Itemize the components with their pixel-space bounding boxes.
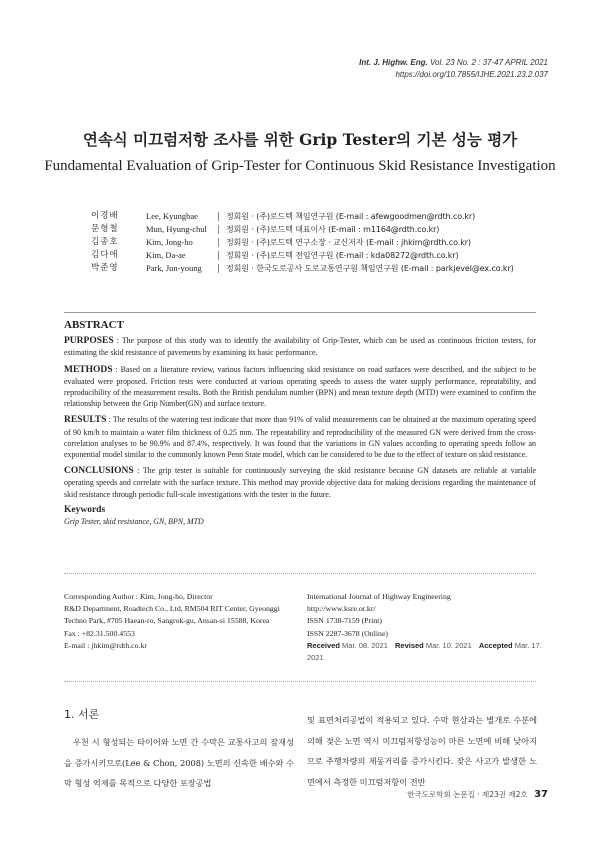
author-affiliation: 정회원 · (주)로드텍 연구소장 · 교신저자 (E-mail : jhkim@rdth.co.kr) [226, 238, 471, 247]
correspondence-line: Fax : +82.31.500.4553 [64, 628, 135, 638]
abstract-methods [64, 364, 536, 410]
author-name-en: Kim, Jong-ho [146, 237, 193, 247]
author-name-ko: 문형철 [91, 224, 119, 234]
author-name-en: Kim, Da-ae [146, 250, 186, 260]
received-date: Mar. 08. 2021 [342, 640, 388, 650]
correspondence-block [64, 591, 294, 652]
keywords-text: Grip Tester, skid resistance, GN, BPN, MTD [64, 517, 204, 527]
author-affiliation: 정회원 · (주)로드텍 전임연구원 (E-mail : kda08272@rdth.co.kr) [226, 251, 459, 260]
methods-text: : Based on a literature review, various factors influencing skid resistance on road surfaces were described, and the subject to be evaluated were proposed. Friction tests were conducted at various operating speeds to assess the water supply performance, repeatability, and reproducibility of the measurement results. Both the British pendulum number (BPN) and mean texture depth (MTD) were examined to confirm the relationship between the Grip Number(GN) and surface texture. [64, 364, 536, 409]
author-name-en: Lee, Kyungbae [146, 211, 198, 221]
divider [218, 264, 226, 273]
received-label: Received [307, 640, 340, 650]
author-row [91, 236, 514, 249]
author-row [91, 210, 514, 223]
purposes-text: : The purpose of this study was to identify the availability of Grip-Tester, which can be used as continuous friction testers, for estimating the skid resistance of pavements by examining its basic performance. [64, 336, 536, 358]
correspondence-line: Techno Park, #705 Haean-ro, Sangrok-gu, Ansan-si 15588, Korea [64, 616, 270, 626]
correspondence-email: E-mail : jhkim@rdth.co.kr [64, 640, 147, 650]
journal-info-block [307, 591, 547, 664]
divider [218, 212, 226, 221]
footer-journal: 한국도로학회 논문집 · 제23권 제2호 [407, 790, 528, 799]
accepted-label: Accepted [478, 640, 513, 650]
journal-name: Int. J. Highw. Eng. [359, 58, 428, 67]
divider [218, 238, 226, 247]
journal-header [359, 57, 548, 81]
keywords-label: Keywords [64, 504, 106, 515]
author-name-ko: 이경배 [91, 211, 119, 221]
section-title: 1. 서론 [64, 708, 100, 721]
doi-link[interactable]: https://doi.org/10.7855/IJHE.2021.23.2.037 [395, 70, 548, 79]
body-paragraph: 우천 시 형성되는 타이어와 노면 간 수막은 교통사고의 잠재성을 증가시키므로(Lee & Chon, 2008) 노면의 신속한 배수와 수막 형성 억제를 목적으로 다양한 포장공법 [64, 737, 294, 788]
revised-label: Revised [395, 640, 424, 650]
author-row [91, 262, 514, 275]
results-label: RESULTS [64, 415, 107, 426]
author-name-ko: 김종호 [91, 237, 119, 247]
abstract-purposes [64, 335, 536, 358]
author-list [91, 210, 514, 275]
dotted-divider [64, 573, 536, 574]
journal-info-line: ISSN 1738-7159 (Print) [307, 616, 382, 626]
author-affiliation: 정회원 · (주)로드텍 책임연구원 (E-mail : afewgoodmen@rdth.co.kr) [226, 212, 476, 221]
page-footer [407, 789, 548, 800]
author-affiliation: 정회원 · (주)로드텍 대표이사 (E-mail : m1164@rdth.co.kr) [226, 225, 440, 234]
divider [218, 251, 226, 260]
journal-url[interactable]: http://www.ksre.or.kr/ [307, 604, 376, 614]
author-name-ko: 박준영 [91, 263, 119, 273]
results-text: : The results of the watering test indicate that more than 91% of valid measurements can be obtained at the maximum operating speed of 90 km/h to maintain a water film thickness of 0.25 mm. The repeatability and reproducibility of the measured GN were derived from the cross-correlation analyses to be 90.9% and 87.4%, respectively. It was found that the variations in GN values according to operating speeds follow an exponential model similar to the commonly known Penn State model, which can be considered to be due to the effect of texture on skid resistance. [64, 415, 536, 460]
author-name-ko: 김다애 [91, 250, 119, 260]
author-row [91, 249, 514, 262]
abstract-heading: ABSTRACT [64, 319, 124, 331]
journal-issue: Vol. 23 No. 2 : 37-47 APRIL 2021 [429, 58, 548, 67]
revised-date: Mar. 10. 2021 [425, 640, 472, 650]
body-text-right: 및 표면처리공법이 적용되고 있다. 수막 현상과는 별개로 수분에 의해 젖은 노면 역시 미끄럼저항성능이 마른 노면에 비해 낮아지므로 주행차량의 제동거리를 증가시킨다. 잦은 사고가 발생한 노면에서 측정한 미끄럼저항이 전반 [307, 715, 537, 787]
conclusions-label: CONCLUSIONS [64, 466, 134, 477]
author-affiliation: 정회원 · 한국도로공사 도로교통연구원 책임연구원 (E-mail : parkjevel@ex.co.kr) [226, 264, 514, 273]
methods-label: METHODS [64, 364, 113, 375]
abstract-conclusions [64, 465, 536, 500]
correspondence-line: R&D Department, Roadtech Co., Ltd, RM504 RIT Center, Gyeonggi [64, 604, 280, 614]
dotted-divider [64, 681, 536, 682]
conclusions-text: : The grip tester is suitable for continuously surveying the skid resistance because GN datasets are reliable at variable operating speeds and correlate with the surface texture. This method may provide objective data for making decisions regarding the maintenance of skid resistance through periodic full-scale investigations with the tester in the future. [64, 466, 536, 499]
submission-dates [307, 640, 547, 664]
page-number: 37 [534, 789, 548, 800]
correspondence-line: Corresponding Author : Kim, Jong-ho, Director [64, 592, 213, 601]
abstract-results [64, 414, 536, 460]
author-name-en: Mun, Hyung-chul [146, 224, 207, 234]
top-divider [64, 312, 536, 313]
accepted-date: Mar. 17. 2021 [307, 640, 542, 663]
journal-info-line: ISSN 2287-3678 (Online) [307, 628, 388, 638]
title-english: Fundamental Evaluation of Grip-Tester for Continuous Skid Resistance Investigation [44, 158, 556, 174]
journal-info-line: International Journal of Highway Engineering [307, 592, 451, 601]
purposes-label: PURPOSES [64, 336, 114, 347]
author-name-en: Park, Jun-young [146, 263, 202, 273]
body-text-left [64, 732, 294, 794]
title-korean: 연속식 미끄럼저항 조사를 위한 Grip Tester의 기본 성능 평가 [82, 130, 518, 149]
author-row [91, 223, 514, 236]
abstract [64, 320, 536, 527]
divider [218, 225, 226, 234]
